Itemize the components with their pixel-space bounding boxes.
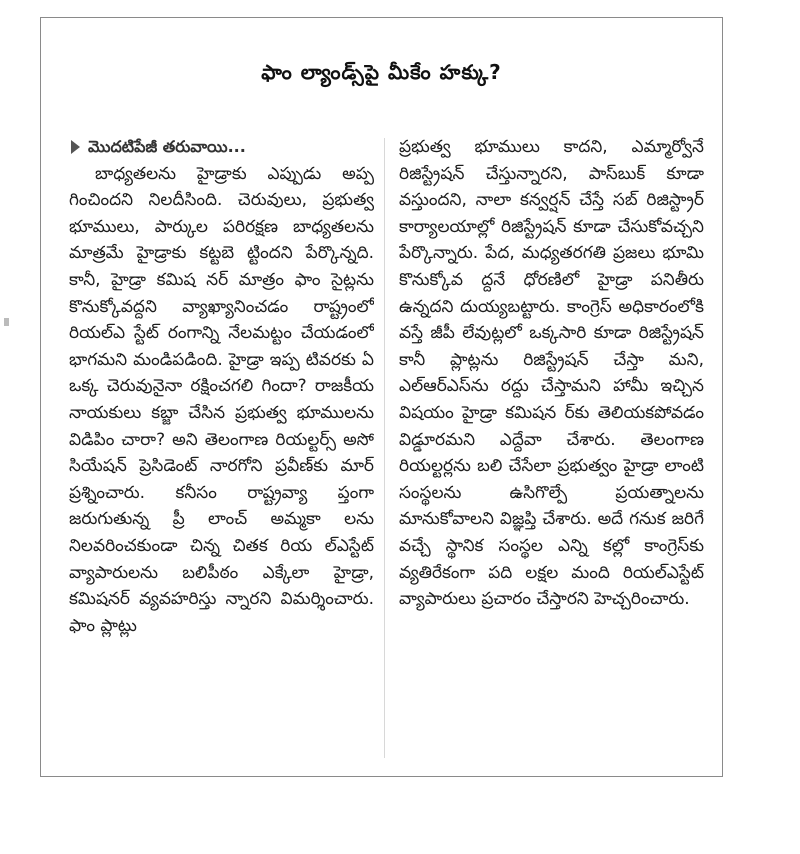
continued-from-line — [69, 134, 374, 161]
article-column-left — [69, 134, 374, 764]
article-headline: ఫాం ల్యాండ్స్‌పై మీకేం హక్కు? — [261, 60, 502, 84]
left-column-paragraph: బాధ్యతలను హైడ్రాకు ఎప్పుడు అప్ప గించిందని నిలదీసింది. చెరువులు, ప్రభుత్వ భూములు, పార్కుల పరిరక్షణ బాధ్యతలను మాత్రమే హైడ్రాకు కట్టబె ట్టిందని పేర్కొన్నది. కానీ, హైడ్రా కమిష నర్ మాత్రం ఫాం సైట్లను కొనుక్కోవద్దని వ్యాఖ్యానించడం రాష్ట్రంలో రియల్ఎ స్టేట్ రంగాన్ని నేలమట్టం చేయడంలో భాగమని మండిపడింది. హైడ్రా ఇప్ప టివరకు ఏ ఒక్క చెరువునైనా రక్షించగలి గిందా? రాజకీయ నాయకులు కబ్జా చేసిన ప్రభుత్వ భూములను విడిపిం చారా? అని తెలంగాణ రియల్టర్స్ అసో సియేషన్ ప్రెసిడెంట్ నారగోని ప్రవీణ్‌కు మార్ ప్రశ్నించారు. కనీసం రాష్ట్రవ్యా ప్తంగా జరుగుతున్న ప్రీ లాంచ్ అమ్మకా లను నిలవరించకుండా చిన్న చితక రియ ల్ఎస్టేట్ వ్యాపారులను బలిపీఠం ఎక్కేలా హైడ్రా, కమిషనర్ వ్యవహరిస్తు న్నారని విమర్శించారు. ఫాం ప్లాట్లు — [69, 163, 374, 636]
continued-from-label: మొదటిపేజీ తరువాయి... — [88, 137, 246, 156]
newspaper-clipping — [40, 17, 723, 777]
right-column-paragraph: ప్రభుత్వ భూములు కాదని, ఎమ్మార్వోనే రిజిస్ట్రేషన్ చేస్తున్నారని, పాస్‌బుక్ కూడా వస్తుందని, నాలా కన్వర్షన్ చేస్తే సబ్ రిజిస్ట్రార్ కార్యాలయాల్లో రిజిస్ట్రేషన్ కూడా చేసుకోవచ్చని పేర్కొన్నారు. పేద, మధ్యతరగతి ప్రజలు భూమి కొనుక్కోవ ద్దనే ధోరణిలో హైడ్రా పనితీరు ఉన్నదని దుయ్యబట్టారు. కాంగ్రెస్ అధికారంలోకి వస్తే జీపీ లేవుట్లలో ఒక్కసారి కూడా రిజిస్ట్రేషన్ కానీ ప్లాట్లను రిజిస్ట్రేషన్ చేస్తా మని, ఎల్ఆర్ఎస్‌ను రద్దు చేస్తామని హామీ ఇచ్చిన విషయం హైడ్రా కమిషన ర్‌కు తెలియకపోవడం విడ్డూరమని ఎద్దేవా చేశారు. తెలంగాణ రియల్టర్లను బలి చేసేలా ప్రభుత్వం హైడ్రా లాంటి సంస్థలను ఉసిగొల్పే ప్రయత్నాలను మానుకోవాలని విజ్ఞప్తి చేశారు. అదే గనుక జరిగే వచ్చే స్థానిక సంస్థల ఎన్ని కల్లో కాంగ్రెస్‌కు వ్యతిరేకంగా పది లక్షల మంది రియల్ఎస్టేట్ వ్యాపారులు ప్రచారం చేస్తారని హెచ్చరించారు. — [399, 137, 704, 610]
column-divider — [384, 138, 385, 758]
continue-arrow-icon — [71, 140, 80, 154]
article-column-right — [399, 134, 704, 764]
page-edge-mark — [4, 318, 9, 326]
